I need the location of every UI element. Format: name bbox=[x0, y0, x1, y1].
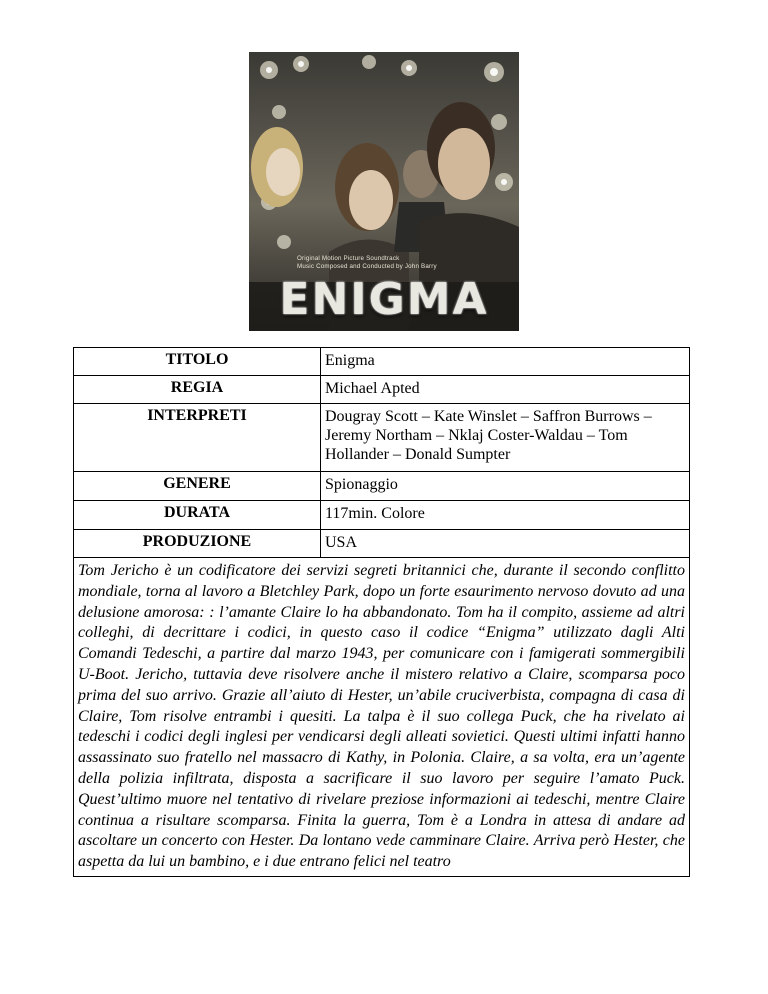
table-row bbox=[74, 501, 690, 530]
value-genere: Spionaggio bbox=[321, 472, 690, 501]
table-row bbox=[74, 558, 690, 877]
poster-credits-line2: Music Composed and Conducted by John Barry bbox=[297, 262, 437, 270]
label-durata: DURATA bbox=[74, 501, 321, 530]
table-row bbox=[74, 472, 690, 501]
table-row bbox=[74, 530, 690, 558]
label-genere: GENERE bbox=[74, 472, 321, 501]
table-row bbox=[74, 376, 690, 404]
label-titolo: TITOLO bbox=[74, 348, 321, 376]
value-interpreti: Dougray Scott – Kate Winslet – Saffron Burrows – Jeremy Northam – Nklaj Coster-Waldau – Tom Hollander – Donald Sumpter bbox=[321, 404, 690, 472]
poster-title: ENIGMA bbox=[279, 274, 489, 325]
movie-poster bbox=[249, 52, 519, 331]
value-durata: 117min. Colore bbox=[321, 501, 690, 530]
synopsis-text: Tom Jericho è un codificatore dei servizi segreti britannici che, durante il secondo conflitto mondiale, torna al lavoro a Bletchley Park, dopo un forte esaurimento nervoso dovuto ad una delusione amorosa: : l’amante Claire lo ha abbandonato. Tom ha il compito, assieme ad altri colleghi, di decrittare i codici, in questo caso il codice “Enigma” utilizzato dagli Alti Comandi Tedeschi, a partire dal marzo 1943, per comunicare con i famigerati sommergibili U-Boot. Jericho, tuttavia deve risolvere anche il mistero relativo a Claire, scomparsa poco prima del suo arrivo. Grazie all’aiuto di Hester, un’abile cruciverbista, compagna di casa di Claire, Tom risolve entrambi i quesiti. La talpa è il suo collega Puck, che ha rivelato ai tedeschi i codici degli inglesi per vendicarsi degli alleati sovietici. Questi ultimi infatti hanno assassinato suo fratello nel massacro di Kathy, in Polonia. Claire, a sa volta, era un’agente della polizia infiltrata, disposta a sacrificare il suo lavoro per seguire l’amato Puck. Quest’ultimo muore nel tentativo di rivelare preziose informazioni ai tedeschi, mentre Claire continua a risultare scomparsa. Finita la guerra, Tom è a Londra in attesa di andare ad ascoltare un concerto con Hester. Da lontano vede camminare Claire. Arriva però Hester, che aspetta da lui un bambino, e i due entrano felici nel teatro bbox=[74, 558, 690, 877]
poster-credits-line1: Original Motion Picture Soundtrack bbox=[297, 255, 400, 262]
value-regia: Michael Apted bbox=[321, 376, 690, 404]
table-row bbox=[74, 404, 690, 472]
label-regia: REGIA bbox=[74, 376, 321, 404]
poster-credits bbox=[297, 255, 497, 270]
label-interpreti: INTERPRETI bbox=[74, 404, 321, 472]
table-row bbox=[74, 348, 690, 376]
film-info-table bbox=[73, 347, 690, 877]
value-titolo: Enigma bbox=[321, 348, 690, 376]
label-produzione: PRODUZIONE bbox=[74, 530, 321, 558]
value-produzione: USA bbox=[321, 530, 690, 558]
